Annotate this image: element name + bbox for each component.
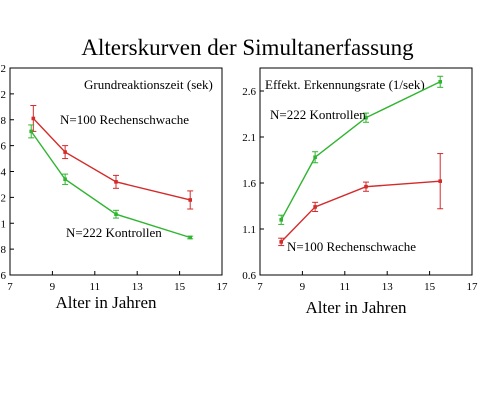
data-point (63, 177, 67, 181)
series-line (281, 82, 440, 220)
series-annotation: N=100 Rechenschwache (287, 239, 416, 254)
series (278, 154, 443, 246)
x-tick-label: 17 (466, 281, 478, 293)
data-point (279, 218, 283, 222)
y-tick-label: 8 (0, 244, 6, 257)
data-point (32, 117, 36, 121)
data-point (438, 80, 442, 84)
x-axis-label: Alter in Jahren (55, 293, 157, 312)
x-axis-label: Alter in Jahren (305, 298, 407, 317)
y-tick-label: 0.6 (242, 270, 256, 282)
chart-panel-1 (1, 63, 229, 312)
panel-title: Grundreaktionszeit (sek) (84, 77, 213, 92)
data-point (63, 150, 67, 154)
x-tick-label: 11 (89, 281, 101, 293)
data-point (438, 179, 442, 183)
plot-frame (10, 68, 222, 275)
y-tick-label: 6 (0, 140, 6, 153)
series (28, 125, 193, 239)
series-annotation: N=222 Kontrollen (66, 225, 162, 240)
x-tick-label: 13 (381, 281, 393, 293)
data-point (188, 236, 192, 240)
y-tick-label: 8 (0, 114, 6, 127)
data-point (279, 240, 283, 244)
x-tick-label: 9 (299, 281, 306, 293)
series-annotation: N=100 Rechenschwache (60, 112, 189, 127)
series-line (281, 181, 440, 242)
y-tick-label: 2.6 (242, 86, 256, 98)
y-tick-label: 2 (0, 88, 6, 101)
data-point (313, 205, 317, 209)
x-tick-label: 7 (257, 281, 263, 293)
x-tick-label: 7 (7, 281, 13, 293)
data-point (364, 185, 368, 189)
x-tick-label: 11 (339, 281, 351, 293)
y-tick-label: 2 (0, 192, 6, 205)
series-line (31, 131, 190, 237)
panel-title: Effekt. Erkennungsrate (1/sek) (265, 77, 425, 92)
y-tick-label: 1 (0, 218, 6, 231)
data-point (188, 198, 192, 202)
x-tick-label: 9 (49, 281, 56, 293)
y-tick-label: 2 (0, 63, 6, 75)
page-title: Alterskurven der Simultanerfassung (81, 35, 414, 60)
data-point (29, 130, 33, 134)
chart-panel-2 (242, 68, 478, 317)
y-tick-label: 2.1 (242, 132, 256, 144)
data-point (313, 155, 317, 159)
x-tick-label: 15 (424, 281, 436, 293)
y-tick-label: 6 (0, 270, 6, 282)
y-tick-label: 1.6 (242, 178, 256, 190)
y-tick-label: 4 (0, 166, 6, 179)
series (278, 76, 443, 224)
x-tick-label: 15 (174, 281, 186, 293)
series-annotation: N=222 Kontrollen (270, 107, 366, 122)
data-point (114, 180, 118, 184)
series-line (33, 118, 190, 200)
x-tick-label: 17 (216, 281, 228, 293)
y-tick-label: 1.1 (242, 224, 256, 236)
x-tick-label: 13 (131, 281, 143, 293)
data-point (114, 212, 118, 216)
